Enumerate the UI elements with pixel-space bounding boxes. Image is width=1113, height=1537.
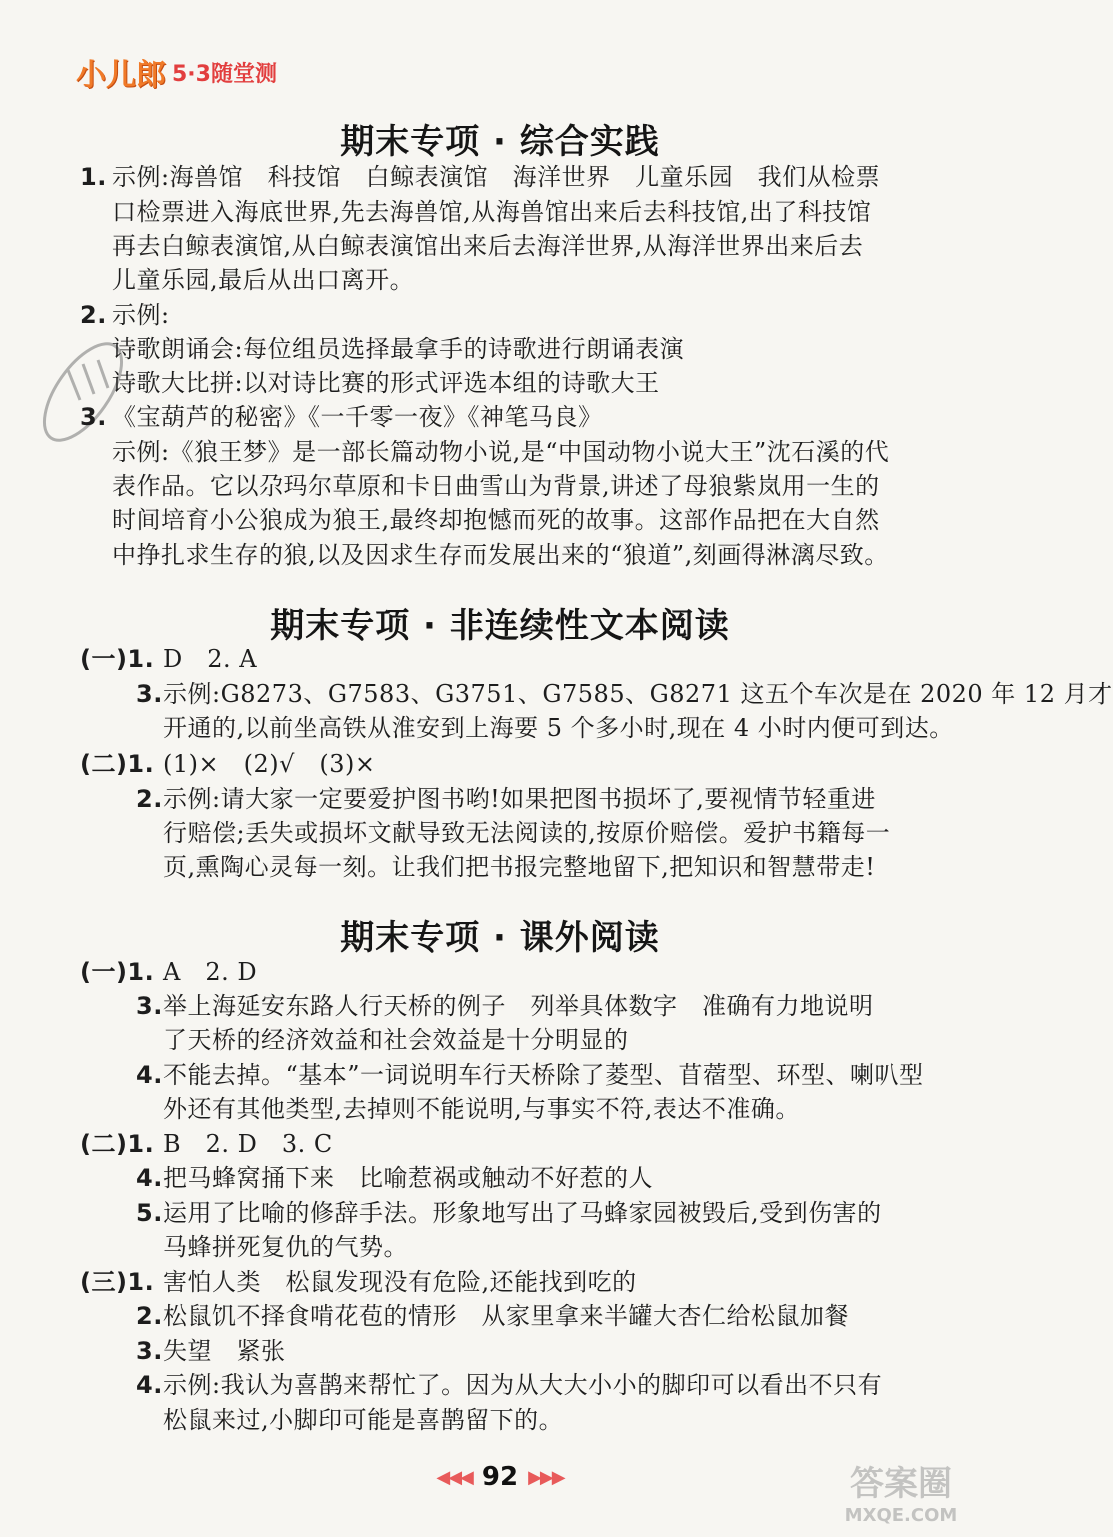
watermark-text: 答案圈 xyxy=(850,1464,952,1504)
answer-line: 害怕人类 松鼠发现没有危险,还能找到吃的 xyxy=(163,1268,637,1296)
item-number: 1. xyxy=(80,163,107,191)
watermark-url: MXQE.COM xyxy=(844,1505,958,1526)
answer-line: A 2. D xyxy=(163,958,258,986)
item-number: 3. xyxy=(136,680,163,708)
answer-line: 马蜂拼死复仇的气势。 xyxy=(163,1233,408,1261)
answer-line: 时间培育小公狼成为狼王,最终却抱憾而死的故事。这部作品把在大自然 xyxy=(112,506,880,534)
answer-line: 示例:《狼王梦》是一部长篇动物小说,是“中国动物小说大王”沈石溪的代 xyxy=(112,438,890,466)
answer-line: 把马蜂窝捅下来 比喻惹祸或触动不好惹的人 xyxy=(163,1164,653,1192)
item-number: 2. xyxy=(136,785,163,813)
answer-line: 失望 紧张 xyxy=(163,1337,286,1365)
answer-line: 不能去掉。“基本”一词说明车行天桥除了菱型、苜蓿型、环型、喇叭型 xyxy=(163,1061,924,1089)
item-number: 5. xyxy=(136,1199,163,1227)
answer-line: 口检票进入海底世界,先去海兽馆,从海兽馆出来后去科技馆,出了科技馆 xyxy=(112,198,872,226)
right-arrows-icon: ▶▶▶ xyxy=(528,1466,564,1488)
answer-line: 外还有其他类型,去掉则不能说明,与事实不符,表达不准确。 xyxy=(163,1095,800,1123)
item-number: 3. xyxy=(136,992,163,1020)
item-number: 4. xyxy=(136,1371,163,1399)
section-title-practice: 期末专项 · 综合实践 xyxy=(340,122,660,162)
page-number: 92 xyxy=(481,1462,519,1492)
answer-line: 松鼠饥不择食啃花苞的情形 从家里拿来半罐大杏仁给松鼠加餐 xyxy=(163,1302,849,1330)
answer-line: 运用了比喻的修辞手法。形象地写出了马蜂家园被毁后,受到伤害的 xyxy=(163,1199,882,1227)
answer-line: 松鼠来过,小脚印可能是喜鹊留下的。 xyxy=(163,1406,564,1434)
answer-line: 页,熏陶心灵每一刻。让我们把书报完整地留下,把知识和智慧带走! xyxy=(163,853,876,881)
answer-line: 再去白鲸表演馆,从白鲸表演馆出来后去海洋世界,从海洋世界出来后去 xyxy=(112,232,864,260)
answer-line: 了天桥的经济效益和社会效益是十分明显的 xyxy=(163,1026,629,1054)
item-number: (一)1. xyxy=(80,645,155,673)
answer-line: 示例:G8273、G7583、G3751、G7585、G8271 这五个车次是在 2020 年 12 月才 xyxy=(163,680,1113,708)
answer-line: 表作品。它以尕玛尔草原和卡日曲雪山为背景,讲述了母狼紫岚用一生的 xyxy=(112,472,880,500)
answer-line: B 2. D 3. C xyxy=(163,1130,333,1158)
item-number: 2. xyxy=(136,1302,163,1330)
section-title-extra-reading: 期末专项 · 课外阅读 xyxy=(340,918,660,958)
item-number: 3. xyxy=(80,403,107,431)
section-title-nonlinear-reading: 期末专项 · 非连续性文本阅读 xyxy=(270,606,730,646)
answer-line: 儿童乐园,最后从出口离开。 xyxy=(112,266,415,294)
answer-line: (1)× (2)√ (3)× xyxy=(163,750,376,778)
answer-line: 开通的,以前坐高铁从淮安到上海要 5 个多小时,现在 4 小时内便可到达。 xyxy=(163,714,954,742)
brand-logo: 小儿郎 xyxy=(76,58,166,93)
item-number: (三)1. xyxy=(80,1268,155,1296)
item-number: 4. xyxy=(136,1061,163,1089)
series-name: 5·3随堂测 xyxy=(172,61,277,87)
answer-line: 诗歌朗诵会:每位组员选择最拿手的诗歌进行朗诵表演 xyxy=(112,335,685,363)
watermark-logo xyxy=(816,1457,986,1527)
answer-line: 示例:请大家一定要爱护图书哟!如果把图书损坏了,要视情节轻重进 xyxy=(163,785,876,813)
publisher-brand xyxy=(76,52,277,92)
answer-line: 举上海延安东路人行天桥的例子 列举具体数字 准确有力地说明 xyxy=(163,992,874,1020)
answer-line: 行赔偿;丢失或损坏文献导致无法阅读的,按原价赔偿。爱护书籍每一 xyxy=(163,819,891,847)
left-arrows-icon: ◀◀◀ xyxy=(436,1466,472,1488)
item-number: 4. xyxy=(136,1164,163,1192)
item-number: 3. xyxy=(136,1337,163,1365)
item-number: 2. xyxy=(80,301,107,329)
answer-line: 中挣扎求生存的狼,以及因求生存而发展出来的“狼道”,刻画得淋漓尽致。 xyxy=(112,541,889,569)
answer-line: 示例:海兽馆 科技馆 白鲸表演馆 海洋世界 儿童乐园 我们从检票 xyxy=(112,163,881,191)
answer-line: D 2. A xyxy=(163,645,258,673)
answer-line: 诗歌大比拼:以对诗比赛的形式评选本组的诗歌大王 xyxy=(112,369,660,397)
item-number: (一)1. xyxy=(80,958,155,986)
item-number: (二)1. xyxy=(80,750,155,778)
answer-line: 《宝葫芦的秘密》《一千零一夜》《神笔马良》 xyxy=(112,403,603,431)
item-number: (二)1. xyxy=(80,1130,155,1158)
answer-line: 示例: xyxy=(112,301,170,329)
answer-line: 示例:我认为喜鹊来帮忙了。因为从大大小小的脚印可以看出不只有 xyxy=(163,1371,883,1399)
